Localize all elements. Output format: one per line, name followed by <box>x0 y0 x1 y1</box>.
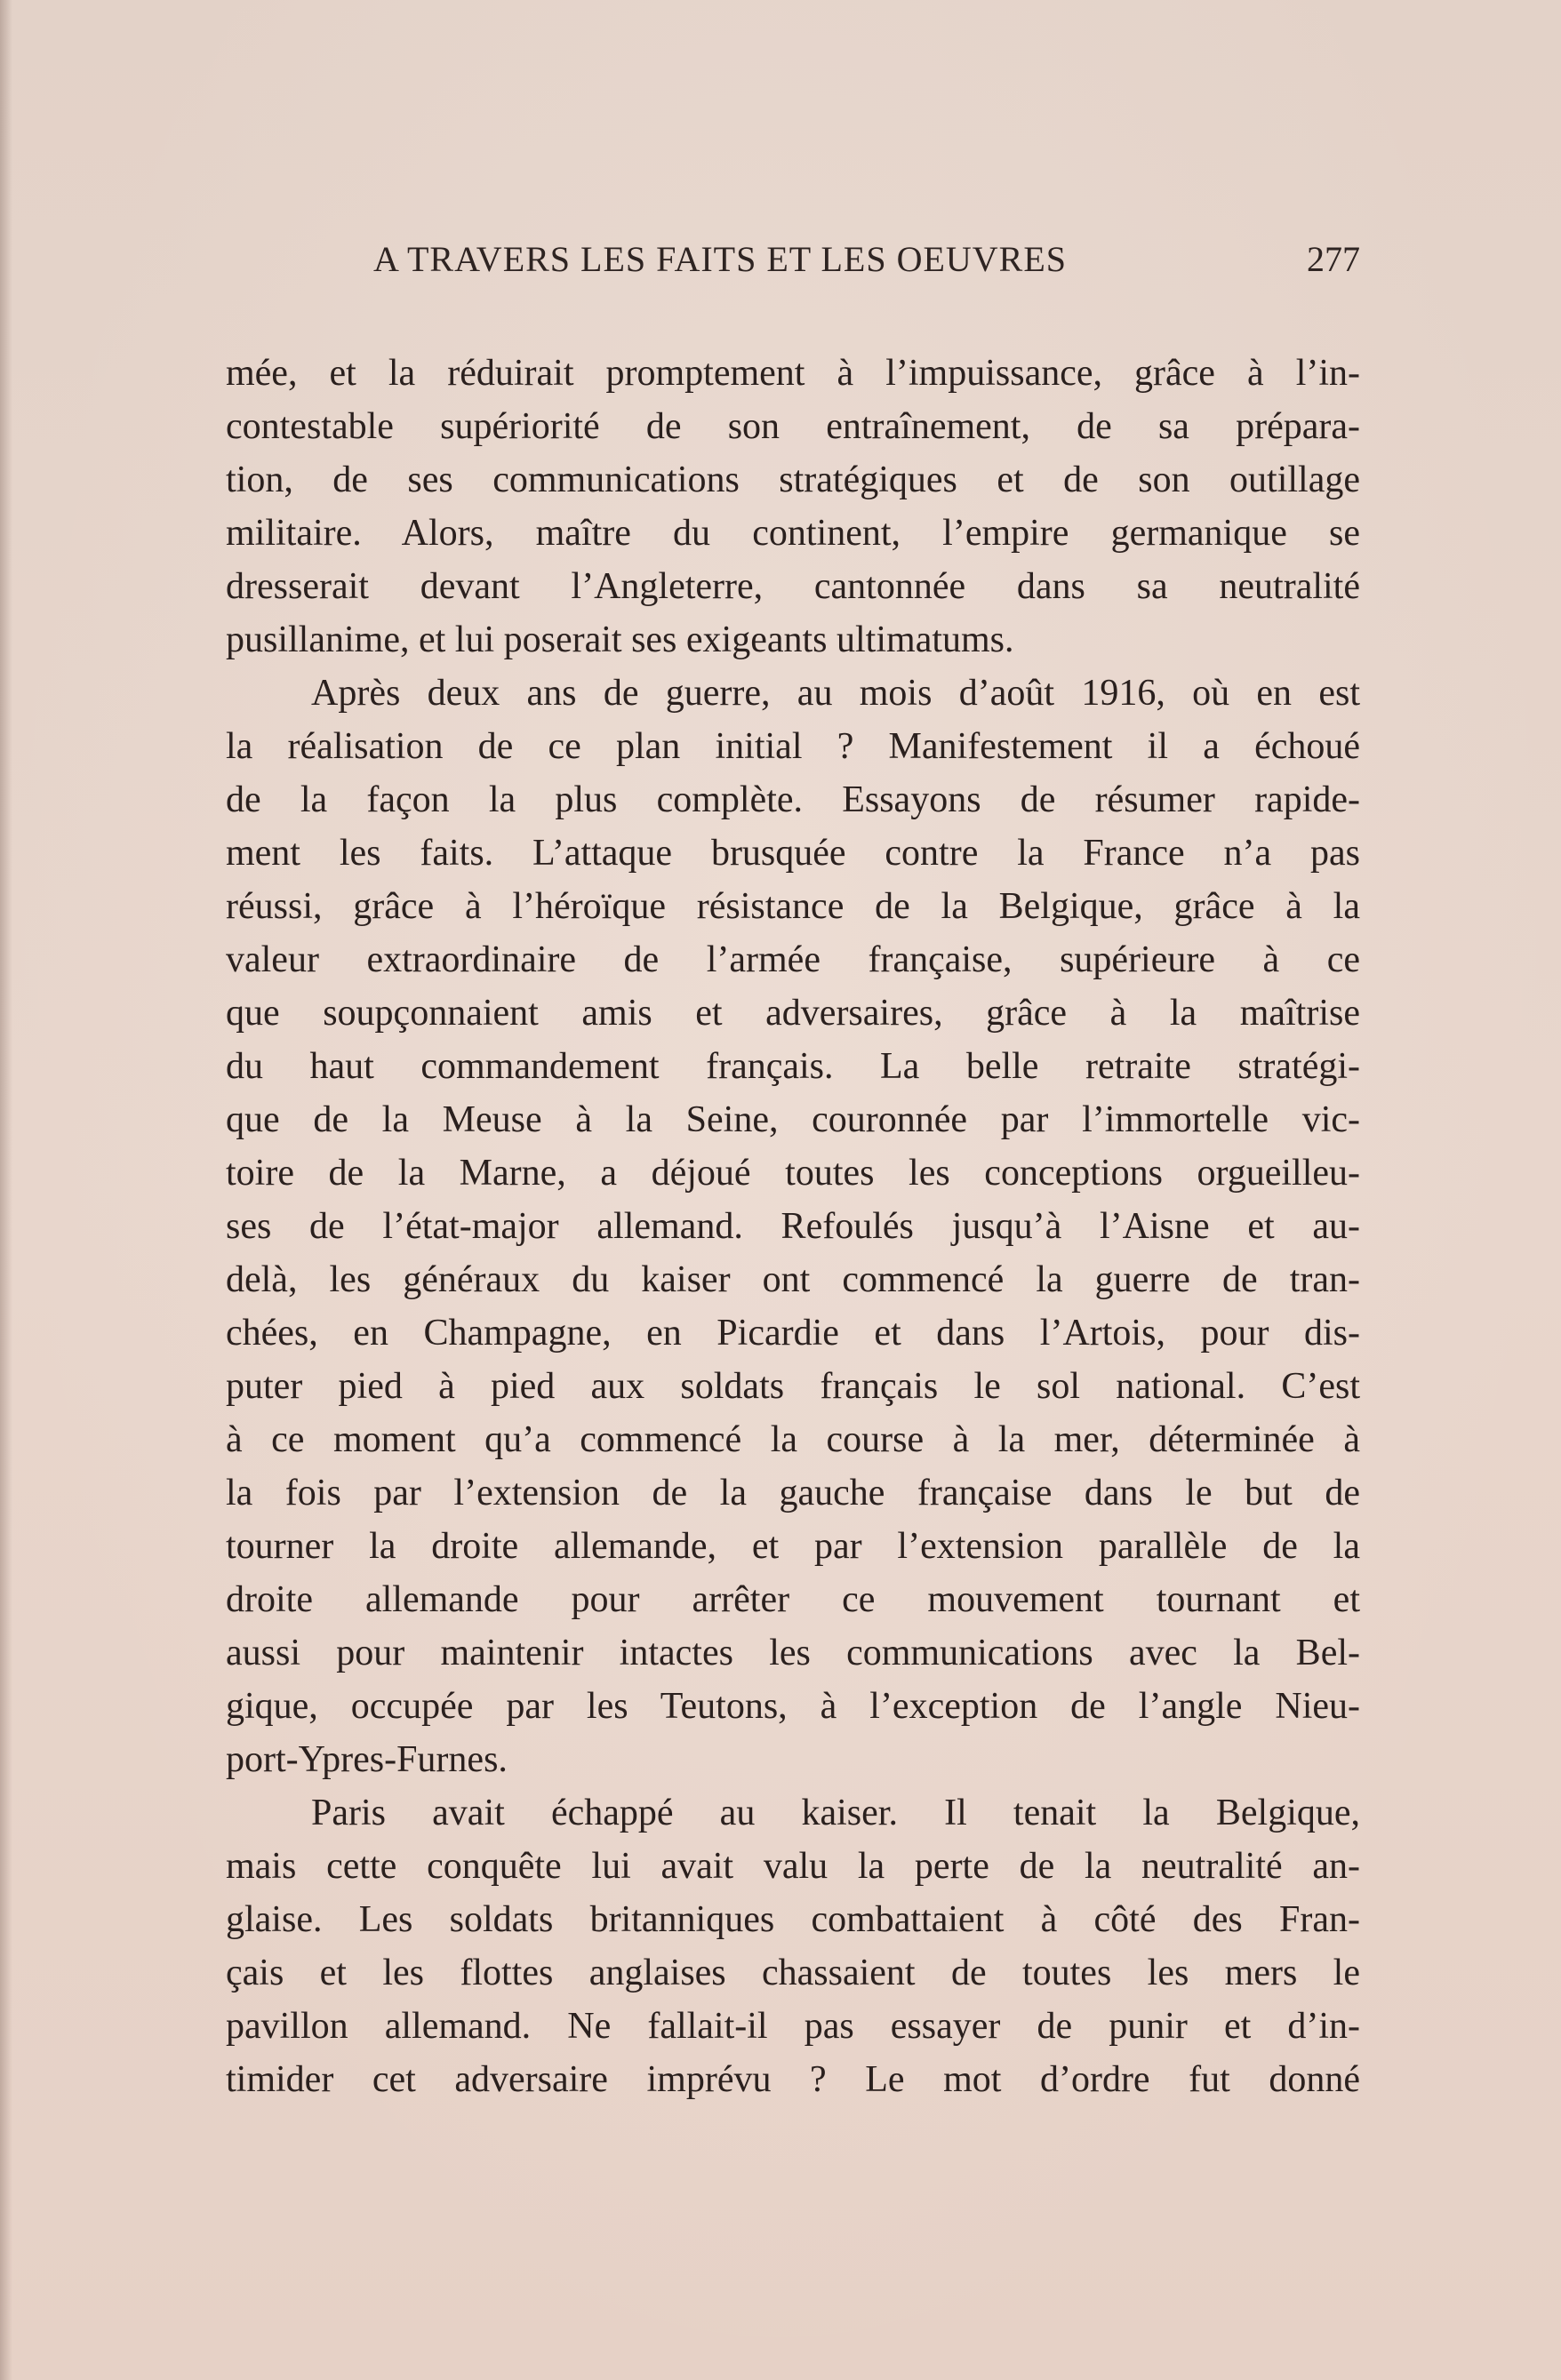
text-line: aussi pour maintenir intactes les communications avec la Bel- <box>226 1633 1360 1673</box>
text-line: la réalisation de ce plan initial ? Manifestement il a échoué <box>226 726 1360 767</box>
text-line: gique, occupée par les Teutons, à l’exception de l’angle Nieu- <box>226 1686 1360 1727</box>
text-line: pusillanime, et lui poserait ses exigeants ultimatums. <box>226 619 1014 660</box>
text-line: toire de la Marne, a déjoué toutes les conceptions orgueilleu- <box>226 1153 1360 1194</box>
text-line: réussi, grâce à l’héroïque résistance de la Belgique, grâce à la <box>226 886 1360 927</box>
text-line: que soupçonnaient amis et adversaires, grâce à la maîtrise <box>226 993 1360 1034</box>
text-line: chées, en Champagne, en Picardie et dans l’Artois, pour dis- <box>226 1313 1360 1354</box>
page-edge-shadow <box>0 0 12 2380</box>
text-line: contestable supériorité de son entraînement, de sa prépara- <box>226 406 1360 447</box>
text-line: ment les faits. L’attaque brusquée contre la France n’a pas <box>226 833 1360 874</box>
text-line: droite allemande pour arrêter ce mouvement tournant et <box>226 1579 1360 1620</box>
text-line: timider cet adversaire imprévu ? Le mot d’ordre fut donné <box>226 2059 1360 2100</box>
text-line: glaise. Les soldats britanniques combattaient à côté des Fran- <box>226 1899 1360 1940</box>
running-header <box>373 238 1360 292</box>
text-line: à ce moment qu’a commencé la course à la mer, déterminée à <box>226 1419 1360 1460</box>
text-line: militaire. Alors, maître du continent, l’empire germanique se <box>226 513 1360 554</box>
text-line: çais et les flottes anglaises chassaient de toutes les mers le <box>226 1953 1360 1993</box>
text-line: Paris avait échappé au kaiser. Il tenait la Belgique, <box>311 1793 1360 1833</box>
body-text <box>226 347 1360 2106</box>
text-line: du haut commandement français. La belle retraite stratégi- <box>226 1046 1360 1087</box>
page-number: 277 <box>1307 239 1360 279</box>
text-line: tourner la droite allemande, et par l’extension parallèle de la <box>226 1526 1360 1567</box>
text-line: mais cette conquête lui avait valu la perte de la neutralité an- <box>226 1846 1360 1887</box>
text-line: tion, de ses communications stratégiques et de son outillage <box>226 459 1360 500</box>
text-line: la fois par l’extension de la gauche française dans le but de <box>226 1473 1360 1513</box>
text-line: ses de l’état-major allemand. Refoulés jusqu’à l’Aisne et au- <box>226 1206 1360 1247</box>
text-line: pavillon allemand. Ne fallait-il pas essayer de punir et d’in- <box>226 2006 1360 2047</box>
text-line: puter pied à pied aux soldats français le sol national. C’est <box>226 1366 1360 1407</box>
text-line: Après deux ans de guerre, au mois d’août 1916, où en est <box>311 673 1360 714</box>
text-line: mée, et la réduirait promptement à l’impuissance, grâce à l’in- <box>226 353 1360 394</box>
text-line: valeur extraordinaire de l’armée française, supérieure à ce <box>226 939 1360 980</box>
text-line: de la façon la plus complète. Essayons de résumer rapide- <box>226 779 1360 820</box>
text-line: port-Ypres-Furnes. <box>226 1739 508 1780</box>
text-line: que de la Meuse à la Seine, couronnée par l’immortelle vic- <box>226 1099 1360 1140</box>
running-title: A TRAVERS LES FAITS ET LES OEUVRES <box>373 239 1068 279</box>
text-line: dresserait devant l’Angleterre, cantonnée dans sa neutralité <box>226 566 1360 607</box>
text-line: delà, les généraux du kaiser ont commencé la guerre de tran- <box>226 1259 1360 1300</box>
